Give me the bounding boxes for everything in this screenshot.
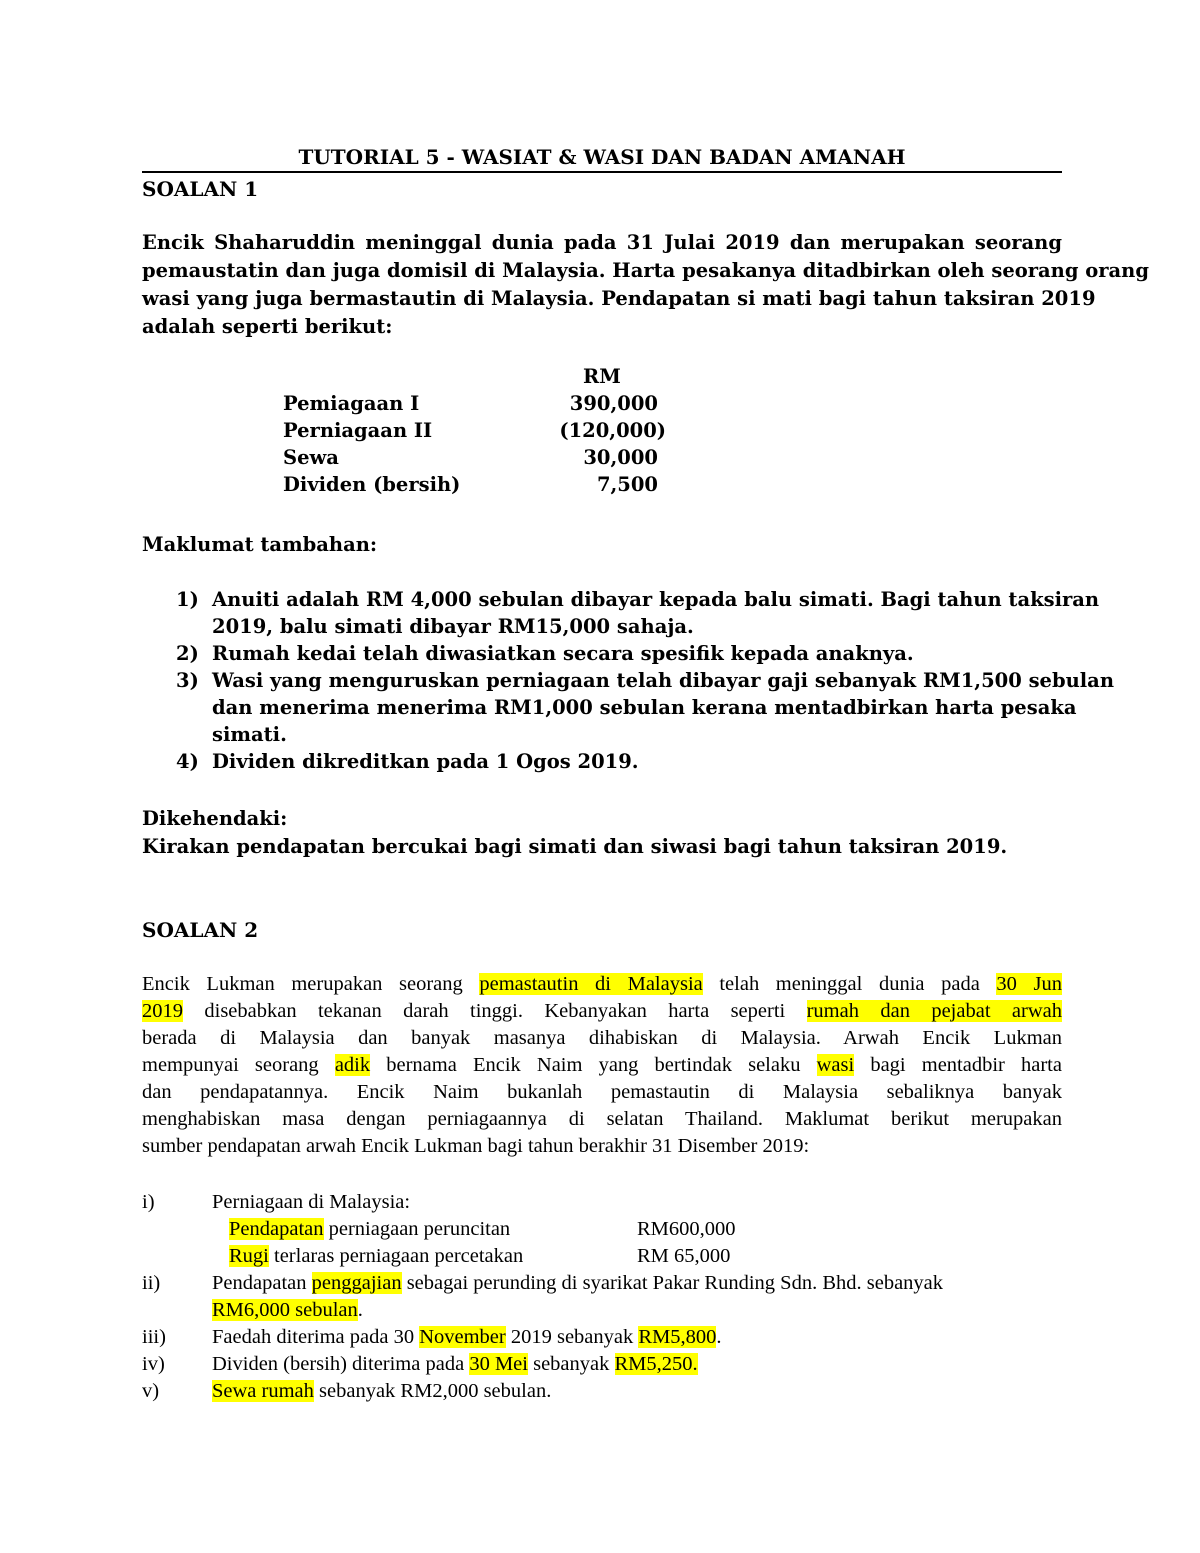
- highlight: Rugi: [229, 1245, 269, 1267]
- q1-intro-line: Encik Shaharuddin meninggal dunia pada 31 Julai 2019 dan merupakan seorang: [142, 231, 1062, 254]
- row-amount: 30,000: [583, 446, 658, 469]
- row-amount: 7,500: [596, 473, 658, 496]
- highlight: wasi: [816, 1054, 855, 1076]
- q1-intro-line: pemaustatin dan juga domisil di Malaysia. Harta pesakanya ditadbirkan oleh seorang orang: [142, 259, 1149, 282]
- highlight: pemastautin di Malaysia: [479, 973, 703, 995]
- list-item: [142, 586, 1100, 640]
- highlight: November: [419, 1326, 506, 1348]
- highlight: RM6,000 sebulan: [212, 1299, 358, 1321]
- list-item-line: Wasi yang menguruskan perniagaan telah dibayar gaji sebanyak RM1,500 sebulan: [212, 669, 1114, 692]
- row-label: Sewa: [283, 446, 339, 469]
- list-item: [142, 667, 1114, 748]
- list-number: 3): [176, 669, 199, 692]
- document-title: TUTORIAL 5 - WASIAT & WASI DAN BADAN AMANAH: [142, 144, 1062, 173]
- highlight: rumah dan pejabat arwah: [806, 1000, 1062, 1022]
- q2-paragraph: [142, 971, 1062, 1160]
- highlight: RM5,250.: [614, 1353, 698, 1375]
- list-item: [142, 1351, 1062, 1378]
- list-number: i): [142, 1191, 155, 1213]
- list-item-line: Anuiti adalah RM 4,000 sebulan dibayar kepada balu simati. Bagi tahun taksiran: [212, 588, 1100, 611]
- sub-item: Pendapatan perniagaan peruncitan RM600,000: [212, 1216, 1062, 1243]
- highlight: Sewa rumah: [212, 1380, 314, 1402]
- list-item: [142, 1324, 1062, 1351]
- list-number: 1): [176, 588, 199, 611]
- q1-heading: SOALAN 1: [142, 177, 259, 201]
- list-item: [142, 1270, 1062, 1324]
- list-item: [142, 748, 1062, 775]
- highlight: 30 Jun: [996, 973, 1062, 995]
- highlight: RM5,800: [638, 1326, 717, 1348]
- list-item-text: RM6,000 sebulan.: [212, 1299, 363, 1321]
- list-item-line: simati.: [212, 723, 287, 746]
- list-number: v): [142, 1380, 160, 1402]
- q1-intro-line: adalah seperti berikut:: [142, 315, 393, 338]
- list-number: 4): [176, 750, 199, 773]
- extra-info-heading: Maklumat tambahan:: [142, 533, 378, 556]
- q1-intro: [142, 229, 1149, 341]
- highlight: penggajian: [311, 1272, 402, 1294]
- list-item-line: 2019, balu simati dibayar RM15,000 sahaja.: [212, 615, 694, 638]
- sub-item-amount: RM 65,000: [637, 1245, 731, 1267]
- q2-line: mempunyai seorang adik bernama Encik Naim yang bertindak selaku wasi bagi mentadbir harta: [142, 1054, 1062, 1076]
- list-item-line: Dividen dikreditkan pada 1 Ogos 2019.: [212, 750, 639, 773]
- q1-intro-line: wasi yang juga bermastautin di Malaysia. Pendapatan si mati bagi tahun taksiran 2019: [142, 287, 1096, 310]
- list-item-line: dan menerima menerima RM1,000 sebulan kerana mentadbirkan harta pesaka: [212, 696, 1077, 719]
- list-item-text: Sewa rumah sebanyak RM2,000 sebulan.: [212, 1380, 552, 1402]
- required-heading: Dikehendaki:: [142, 807, 288, 830]
- list-number: iii): [142, 1326, 166, 1348]
- list-item: [142, 640, 1062, 667]
- list-item-line: Rumah kedai telah diwasiatkan secara spesifik kepada anaknya.: [212, 642, 914, 665]
- income-sources-list: [142, 1189, 1062, 1405]
- list-item-text: Faedah diterima pada 30 November 2019 sebanyak RM5,800.: [212, 1326, 722, 1348]
- extra-info-list: [142, 586, 1114, 775]
- row-label: Perniagaan II: [283, 419, 433, 442]
- row-amount: (120,000): [559, 419, 666, 442]
- list-item-text: Perniagaan di Malaysia:: [212, 1191, 411, 1213]
- list-item: [142, 1378, 1062, 1405]
- q2-line: sumber pendapatan arwah Encik Lukman bagi tahun berakhir 31 Disember 2019:: [142, 1135, 810, 1157]
- list-number: ii): [142, 1272, 161, 1294]
- list-number: 2): [176, 642, 199, 665]
- q2-line: 2019 disebabkan tekanan darah tinggi. Kebanyakan harta seperti rumah dan pejabat arwah: [142, 1000, 1062, 1022]
- sub-item-amount: RM600,000: [637, 1218, 736, 1240]
- highlight: Pendapatan: [229, 1218, 324, 1240]
- q2-line: Encik Lukman merupakan seorang pemastautin di Malaysia telah meninggal dunia pada 30 Jun: [142, 973, 1062, 995]
- q2-heading: SOALAN 2: [142, 918, 259, 942]
- q2-line: berada di Malaysia dan banyak masanya dihabiskan di Malaysia. Arwah Encik Lukman: [142, 1027, 1062, 1049]
- list-number: iv): [142, 1353, 165, 1375]
- highlight: 30 Mei: [469, 1353, 528, 1375]
- row-label: Dividen (bersih): [283, 473, 461, 496]
- sub-item: Rugi terlaras perniagaan percetakan RM 65,000: [212, 1243, 1062, 1270]
- q2-line: dan pendapatannya. Encik Naim bukanlah pemastautin di Malaysia sebaliknya banyak: [142, 1081, 1062, 1103]
- list-item-text: Dividen (bersih) diterima pada 30 Mei sebanyak RM5,250.: [212, 1353, 698, 1375]
- list-item-text: Pendapatan penggajian sebagai perunding di syarikat Pakar Runding Sdn. Bhd. sebanyak: [212, 1272, 944, 1294]
- list-item: [142, 1189, 1062, 1270]
- q2-line: menghabiskan masa dengan perniagaannya di selatan Thailand. Maklumat berikut merupakan: [142, 1108, 1062, 1130]
- currency-header: RM: [583, 365, 621, 388]
- highlight: adik: [334, 1054, 371, 1076]
- row-label: Pemiagaan I: [283, 392, 420, 415]
- required-text: Kirakan pendapatan bercukai bagi simati dan siwasi bagi tahun taksiran 2019.: [142, 835, 1008, 858]
- row-amount: 390,000: [569, 392, 658, 415]
- highlight: 2019: [142, 1000, 183, 1022]
